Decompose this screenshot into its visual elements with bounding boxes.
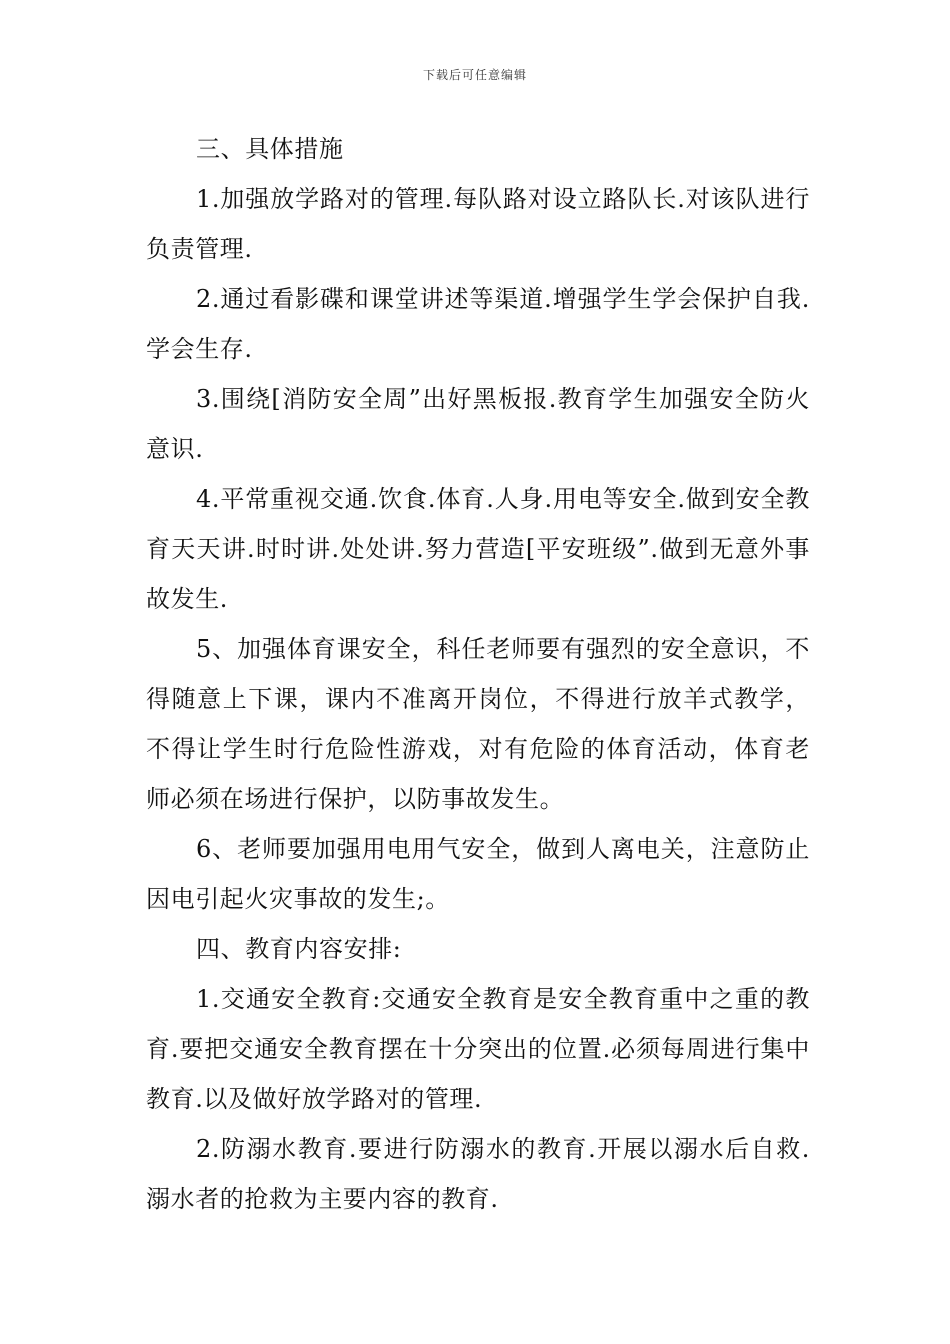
page-header: 下载后可任意编辑	[422, 68, 527, 82]
section-heading-content: 四、教育内容安排:	[196, 935, 402, 963]
paragraph-measure-1: 1.加强放学路对的管理.每队路对设立路队长.对该队进行负责管理.	[146, 185, 810, 263]
document-body	[146, 124, 810, 1224]
paragraph-content-1: 1.交通安全教育:交通安全教育是安全教育重中之重的教育.要把交通安全教育摆在十分突出的位置.必须每周进行集中教育.以及做好放学路对的管理.	[146, 985, 810, 1113]
section-heading-measures: 三、具体措施	[196, 135, 344, 163]
paragraph-measure-5: 5、加强体育课安全，科任老师要有强烈的安全意识，不得随意上下课，课内不准离开岗位，不得进行放羊式教学，不得让学生时行危险性游戏，对有危险的体育活动，体育老师必须在场进行保护，以防事故发生。	[146, 635, 810, 813]
paragraph-measure-6: 6、老师要加强用电用气安全，做到人离电关，注意防止因电引起火灾事故的发生;。	[146, 835, 810, 913]
paragraph-measure-2: 2.通过看影碟和课堂讲述等渠道.增强学生学会保护自我.学会生存.	[146, 285, 810, 363]
paragraph-content-2: 2.防溺水教育.要进行防溺水的教育.开展以溺水后自救.溺水者的抢救为主要内容的教育.	[146, 1135, 810, 1213]
paragraph-measure-4: 4.平常重视交通.饮食.体育.人身.用电等安全.做到安全教育天天讲.时时讲.处处讲.努力营造[平安班级”.做到无意外事故发生.	[146, 485, 810, 613]
paragraph-measure-3: 3.围绕[消防安全周”出好黑板报.教育学生加强安全防火意识.	[146, 385, 810, 463]
